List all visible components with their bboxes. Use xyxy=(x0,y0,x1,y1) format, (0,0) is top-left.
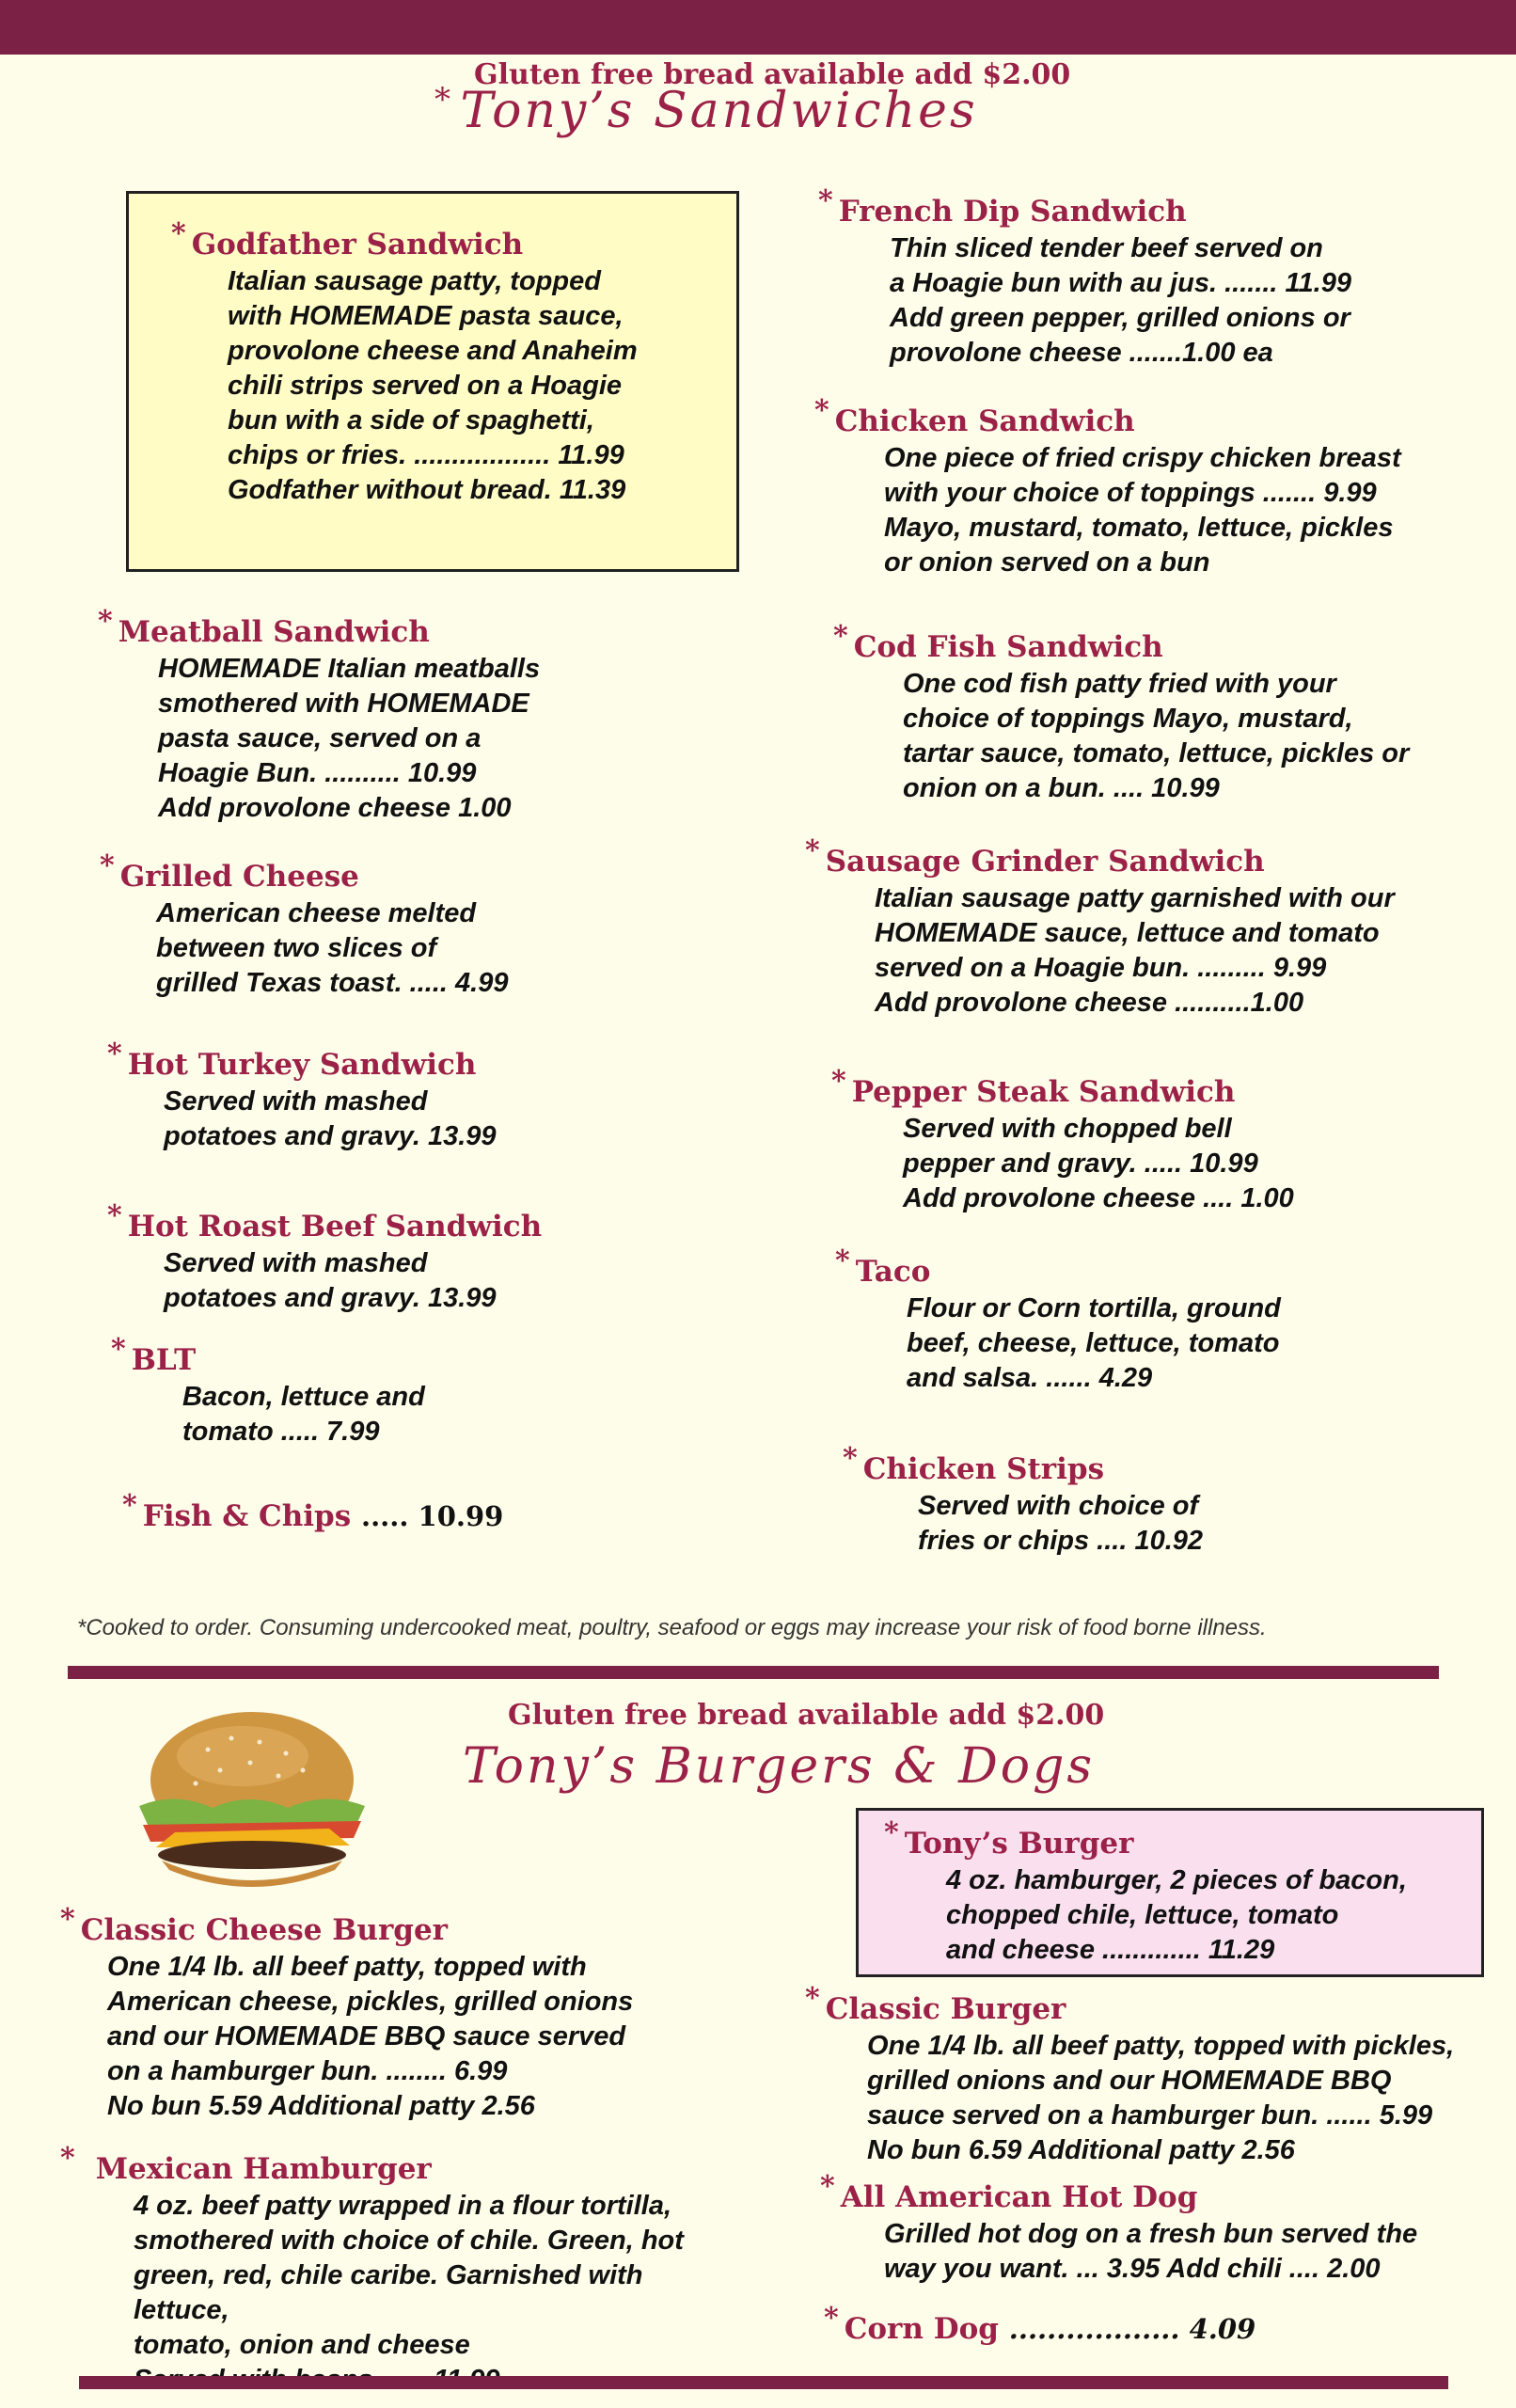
sandwiches-gluten-note: Gluten free bread available add $2.00 xyxy=(474,58,1071,91)
item-name: French Dip Sandwich xyxy=(838,195,1187,229)
item-description: One 1/4 lb. all beef patty, topped with American cheese, pickles, grilled onions and our HOMEMADE BBQ sauce served on a hamburger bun. ........ 6.99 No bun 5.59 Additional patty 2.56 xyxy=(107,1952,634,2121)
item-description: American cheese melted between two slices of grilled Texas toast. ..... 4.99 xyxy=(156,898,509,998)
item-name: Fish & Chips xyxy=(142,1499,352,1533)
menu-item-fish-chips: * Fish & Chips ..... 10.99 xyxy=(122,1489,504,1533)
item-description: Grilled hot dog on a fresh bun served the way you want. ... 3.95 Add chili .... 2.00 xyxy=(884,2219,1418,2284)
item-description: Italian sausage patty, topped with HOMEMADE pasta sauce, provolone cheese and Anaheim chili strips served on a Hoagie bun with a side of spaghetti, chips or fries. .................. 11.99 Godfather without bread. 11.39 xyxy=(228,266,638,505)
item-description: 4 oz. hamburger, 2 pieces of bacon, chopped chile, lettuce, tomato and cheese ............. 11.29 xyxy=(946,1865,1407,1965)
burgers-title: Tony’s Burgers & Dogs xyxy=(463,1738,1096,1795)
item-name: All American Hot Dog xyxy=(840,2180,1198,2214)
menu-item-classic-burger: * Classic Burger One 1/4 lb. all beef patty, topped with pickles, grilled onions and our HOMEMADE BBQ sauce served on a hamburger bun. ...... 5.99 No bun 6.59 Additional patty 2.56 xyxy=(805,1990,1482,2168)
menu-item-tonys-burger: * Tony’s Burger 4 oz. hamburger, 2 pieces of bacon, chopped chile, lettuce, tomato and cheese ............. 11.29 xyxy=(884,1825,1516,1968)
item-description: HOMEMADE Italian meatballs smothered with HOMEMADE pasta sauce, served on a Hoagie Bun. .......... 10.99 Add provolone cheese 1.00 xyxy=(158,654,541,823)
item-name: Chicken Sandwich xyxy=(834,404,1135,438)
item-description: One piece of fried crispy chicken breast with your choice of toppings ....... 9.99 Mayo, mustard, tomato, lettuce, pickles or onion served on a bun xyxy=(884,443,1401,578)
item-description: 4 oz. beef patty wrapped in a flour tortilla, smothered with choice of chile. Green, hot green, red, chile caribe. Garnished with lettuce, tomato, onion and cheese xyxy=(134,2191,684,2360)
item-description: One cod fish patty fried with your choice of toppings Mayo, mustard, tartar sauce, tomato, lettuce, pickles or onion on a bun. .... 10.99 xyxy=(903,669,1410,803)
item-description: Served with chopped bell pepper and gravy. ..... 10.99 Add provolone cheese .... 1.00 xyxy=(903,1114,1294,1213)
menu-item-hot-roast-beef: * Hot Roast Beef Sandwich Served with mashed potatoes and gravy. 13.99 xyxy=(107,1208,784,1316)
item-description: Thin sliced tender beef served on a Hoagie bun with au jus. ....... 11.99 Add green pepper, grilled onions or provolone cheese .......1.00 ea xyxy=(890,233,1351,368)
menu-item-blt: * BLT Bacon, lettuce and tomato ..... 7.99 xyxy=(111,1341,788,1450)
sandwiches-title: Tony’s Sandwiches xyxy=(460,83,978,139)
menu-item-chicken: * Chicken Sandwich One piece of fried crispy chicken breast with your choice of toppings ....... 9.99 Mayo, mustard, tomato, lettuce, pickles or onion served on a bun xyxy=(814,403,1492,580)
item-name: Meatball Sandwich xyxy=(118,615,430,649)
item-name: Tony’s Burger xyxy=(904,1827,1134,1861)
item-name: Grilled Cheese xyxy=(119,860,359,894)
sandwiches-title-wrap xyxy=(434,83,978,139)
item-description: Served with choice of fries or chips .... 10.92 xyxy=(918,1491,1204,1556)
food-safety-footnote: *Cooked to order. Consuming undercooked meat, poultry, seafood or eggs may increase your risk of food borne illness. xyxy=(77,1615,1267,1640)
menu-item-meatball: * Meatball Sandwich HOMEMADE Italian meatballs smothered with HOMEMADE pasta sauce, served on a Hoagie Bun. .......... 10.99 Add provolone cheese 1.00 xyxy=(98,613,775,826)
menu-item-classic-cheese-burger: * Classic Cheese Burger One 1/4 lb. all beef patty, topped with American cheese, pickles, grilled onions and our HOMEMADE BBQ sauce served on a hamburger bun. ........ 6.99 No bun 5.59 Additional patty 2.56 xyxy=(60,1911,737,2124)
menu-item-chicken-strips: * Chicken Strips Served with choice of fries or chips .... 10.92 xyxy=(843,1450,1516,1559)
item-price: .................. 4.09 xyxy=(1008,2313,1256,2345)
menu-item-corn-dog: * Corn Dog .................. 4.09 xyxy=(824,2302,1256,2346)
item-name: Classic Cheese Burger xyxy=(80,1913,449,1947)
burger-illustration xyxy=(118,1704,386,1894)
item-name: Hot Turkey Sandwich xyxy=(127,1048,477,1082)
item-name: Pepper Steak Sandwich xyxy=(851,1075,1236,1109)
menu-item-pepper-steak: * Pepper Steak Sandwich Served with chopped bell pepper and gravy. ..... 10.99 Add provolone cheese .... 1.00 xyxy=(831,1073,1508,1216)
item-price: ..... 10.99 xyxy=(360,1500,504,1532)
item-name: Chicken Strips xyxy=(862,1452,1105,1486)
asterisk: * xyxy=(434,81,450,119)
item-description: Bacon, lettuce and tomato ..... 7.99 xyxy=(182,1382,425,1447)
burgers-gluten-note: Gluten free bread available add $2.00 xyxy=(508,1699,1105,1732)
menu-item-hot-dog: * All American Hot Dog Grilled hot dog on a fresh bun served the way you want. ... 3.95 Add chili .... 2.00 xyxy=(820,2178,1497,2287)
item-description: Italian sausage patty garnished with our HOMEMADE sauce, lettuce and tomato served on a Hoagie bun. ......... 9.99 Add provolone cheese ..........1.00 xyxy=(875,883,1395,1018)
menu-item-taco: * Taco Flour or Corn tortilla, ground beef, cheese, lettuce, tomato and salsa. ...... 4.29 xyxy=(835,1253,1512,1396)
item-name: Classic Burger xyxy=(825,1992,1066,2026)
menu-item-sausage-grinder: * Sausage Grinder Sandwich Italian sausage patty garnished with our HOMEMADE sauce, lettuce and tomato served on a Hoagie bun. ......... 9.99 Add provolone cheese ..........1.00 xyxy=(805,843,1482,1021)
menu-item-mexican-hamburger: * Mexican Hamburger 4 oz. beef patty wrapped in a flour tortilla, smothered with choice of chile. Green, hot green, red, chile caribe. Garnished with lettuce, tomato, onion and cheese xyxy=(60,2150,737,2398)
burgers-title-wrap xyxy=(463,1738,1095,1795)
item-name: Mexican Hamburger xyxy=(95,2152,432,2186)
item-name: Godfather Sandwich xyxy=(191,228,524,261)
item-name: Corn Dog xyxy=(844,2312,999,2346)
burger-photo xyxy=(118,1704,386,1894)
top-banner xyxy=(0,0,1516,55)
item-description: Served with mashed potatoes and gravy. 13.99 xyxy=(164,1086,497,1151)
menu-item-hot-turkey: * Hot Turkey Sandwich Served with mashed potatoes and gravy. 13.99 xyxy=(107,1046,784,1154)
menu-item-cod-fish: * Cod Fish Sandwich One cod fish patty fried with your choice of toppings Mayo, mustard, tartar sauce, tomato, lettuce, pickles or onion on a bun. .... 10.99 xyxy=(833,628,1510,806)
item-name: BLT xyxy=(131,1343,197,1377)
bottom-divider xyxy=(79,2376,1448,2389)
item-description: One 1/4 lb. all beef patty, topped with pickles, grilled onions and our HOMEMADE BBQ sauce served on a hamburger bun. ...... 5.99 No bun 6.59 Additional patty 2.56 xyxy=(867,2031,1455,2165)
item-name: Hot Roast Beef Sandwich xyxy=(127,1210,543,1244)
menu-item-godfather: * Godfather Sandwich Italian sausage patty, topped with HOMEMADE pasta sauce, provolone cheese and Anaheim chili strips served on a Hoagie bun with a side of spaghetti, chips or fries. .................. 11.99 Godfather without bread. 11.39 xyxy=(171,226,848,508)
item-name: Taco xyxy=(855,1255,931,1289)
item-description: Served with mashed potatoes and gravy. 13.99 xyxy=(164,1248,497,1313)
section-divider xyxy=(68,1666,1439,1679)
item-name: Cod Fish Sandwich xyxy=(853,630,1163,664)
menu-item-grilled-cheese: * Grilled Cheese American cheese melted between two slices of grilled Texas toast. ..... 4.99 xyxy=(100,858,777,1001)
menu-item-french-dip: * French Dip Sandwich Thin sliced tender beef served on a Hoagie bun with au jus. ....... 11.99 Add green pepper, grilled onions or provolone cheese .......1.00 ea xyxy=(818,193,1495,371)
item-name: Sausage Grinder Sandwich xyxy=(825,845,1265,879)
item-description: Flour or Corn tortilla, ground beef, cheese, lettuce, tomato and salsa. ...... 4.29 xyxy=(907,1293,1281,1393)
